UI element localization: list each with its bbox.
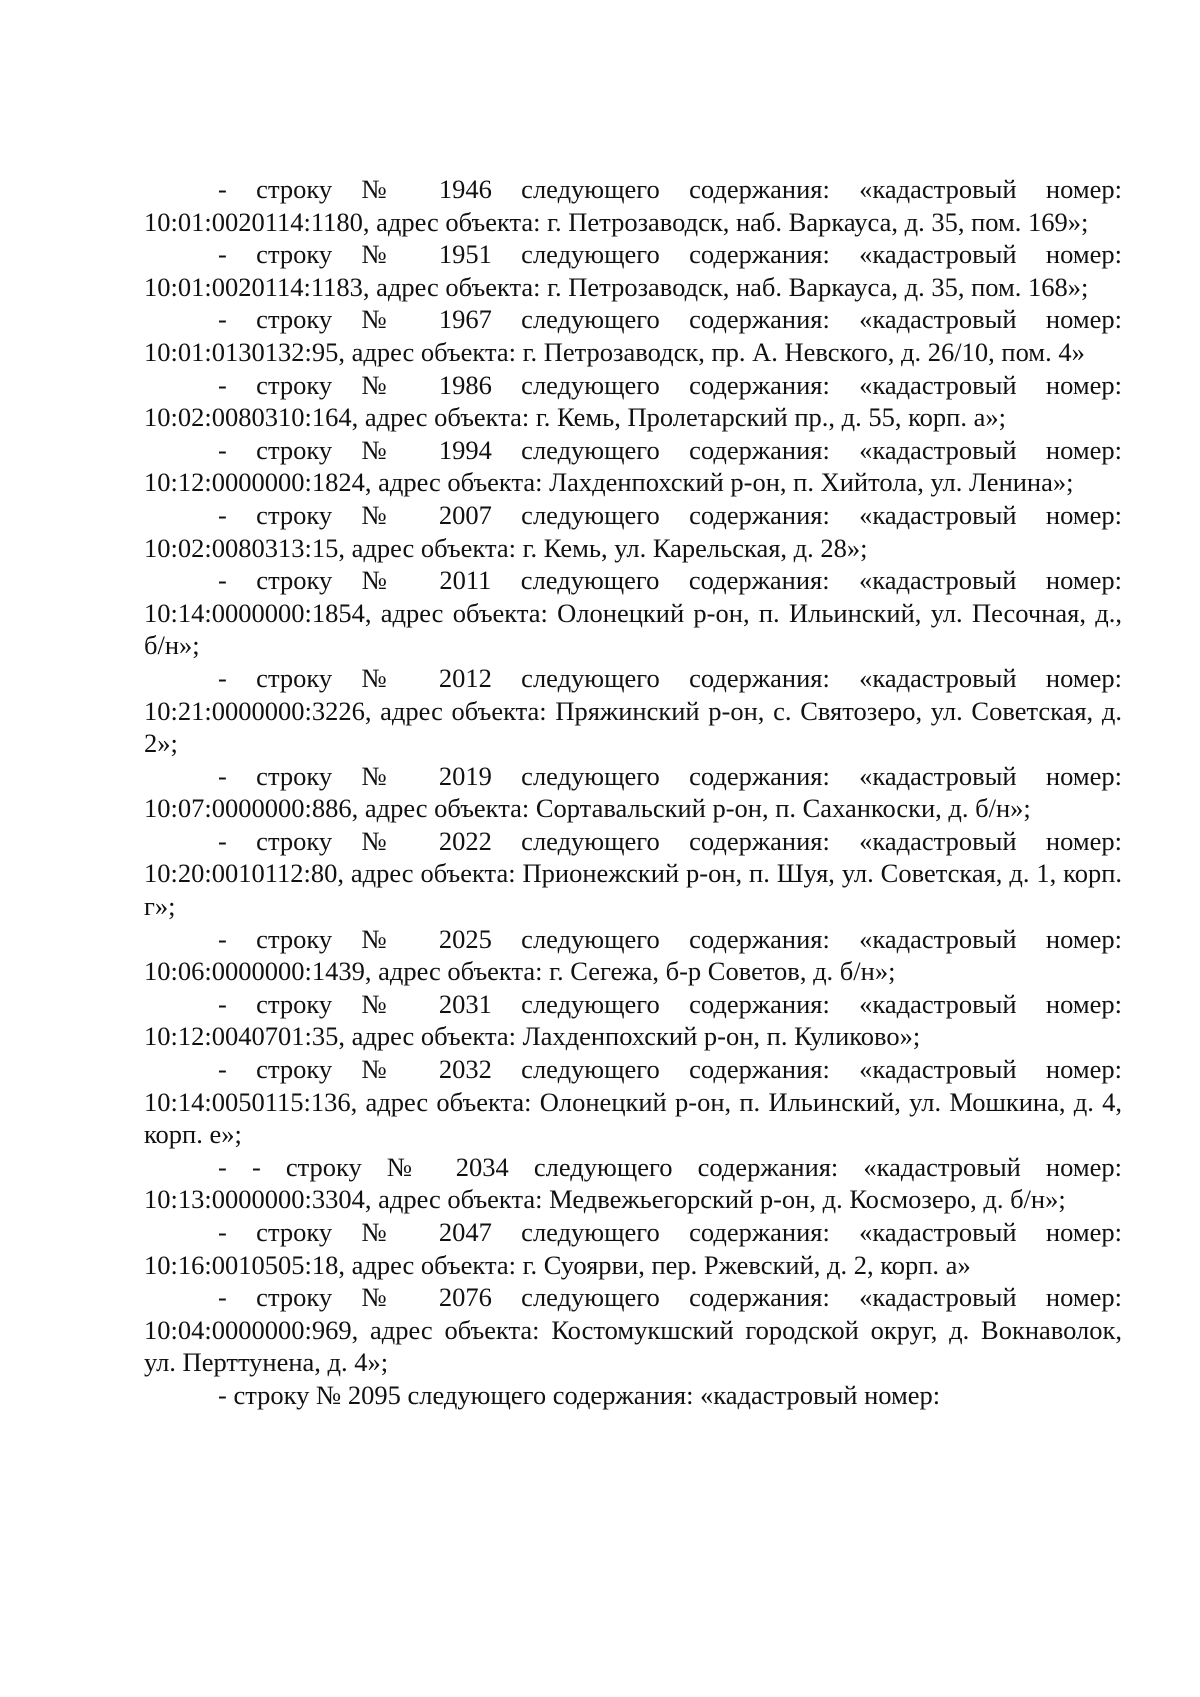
paragraph-row-2047: - строку № 2047 следующего содержания: «кадастровый номер: 10:16:0010505:18, адрес объекта: г. Суоярви, пер. Ржевский, д. 2, корп. а» (144, 1217, 1122, 1280)
paragraph-row-2019: - строку № 2019 следующего содержания: «кадастровый номер: 10:07:0000000:886, адрес объекта: Сортавальский р-он, п. Саханкоски, д. б/н»; (144, 760, 1122, 824)
paragraph-row-1967: - строку № 1967 следующего содержания: «кадастровый номер: 10:01:0130132:95, адрес объекта: г. Петрозаводск, пр. А. Невского, д. 26/10, пом. 4» (144, 304, 1122, 367)
paragraph-row-2011: - строку № 2011 следующего содержания: «кадастровый номер: 10:14:0000000:1854, адрес объекта: Олонецкий р-он, п. Ильинский, ул. Песочная, д., б/н»; (144, 565, 1122, 661)
paragraph-row-2022: - строку № 2022 следующего содержания: «кадастровый номер: 10:20:0010112:80, адрес объекта: Прионежский р-он, п. Шуя, ул. Советская, д. 1, корп. г»; (144, 825, 1122, 922)
paragraph-row-1946: - строку № 1946 следующего содержания: «кадастровый номер: 10:01:0020114:1180, адрес объекта: г. Петрозаводск, наб. Варкауса, д. 35, пом. 169»; (144, 174, 1122, 237)
paragraph-row-1994: - строку № 1994 следующего содержания: «кадастровый номер: 10:12:0000000:1824, адрес объекта: Лахденпохский р-он, п. Хийтола, ул. Ленина»; (144, 434, 1122, 498)
paragraph-row-2025: - строку № 2025 следующего содержания: «кадастровый номер: 10:06:0000000:1439, адрес объекта: г. Сегежа, б-р Советов, д. б/н»; (144, 923, 1122, 987)
paragraph-row-1986: - строку № 1986 следующего содержания: «кадастровый номер: 10:02:0080310:164, адрес объекта: г. Кемь, Пролетарский пр., д. 55, корп. а»; (144, 369, 1122, 433)
paragraph-row-2095: - строку № 2095 следующего содержания: «кадастровый номер: (218, 1379, 941, 1410)
paragraph-row-2031: - строку № 2031 следующего содержания: «кадастровый номер: 10:12:0040701:35, адрес объекта: Лахденпохский р-он, п. Куликово»; (144, 988, 1122, 1052)
paragraph-row-2007: - строку № 2007 следующего содержания: «кадастровый номер: 10:02:0080313:15, адрес объекта: г. Кемь, ул. Карельская, д. 28»; (144, 499, 1122, 563)
paragraph-row-2012: - строку № 2012 следующего содержания: «кадастровый номер: 10:21:0000000:3226, адрес объекта: Пряжинский р-он, с. Святозеро, ул. Советская, д. 2»; (144, 662, 1122, 759)
paragraph-row-2076: - строку № 2076 следующего содержания: «кадастровый номер: 10:04:0000000:969, адрес объекта: Костомукшский городской округ, д. Вокнаволок, ул. Перттунена, д. 4»; (144, 1282, 1122, 1378)
paragraph-row-2034: - - строку № 2034 следующего содержания: «кадастровый номер: 10:13:0000000:3304, адрес объекта: Медвежьегорский р-он, д. Космозеро, д. б/н»; (144, 1151, 1122, 1215)
paragraph-row-1951: - строку № 1951 следующего содержания: «кадастровый номер: 10:01:0020114:1183, адрес объекта: г. Петрозаводск, наб. Варкауса, д. 35, пом. 168»; (144, 239, 1122, 302)
document-body (144, 173, 1122, 1412)
paragraph-row-2032: - строку № 2032 следующего содержания: «кадастровый номер: 10:14:0050115:136, адрес объекта: Олонецкий р-он, п. Ильинский, ул. Мошкина, д. 4, корп. е»; (144, 1054, 1122, 1150)
